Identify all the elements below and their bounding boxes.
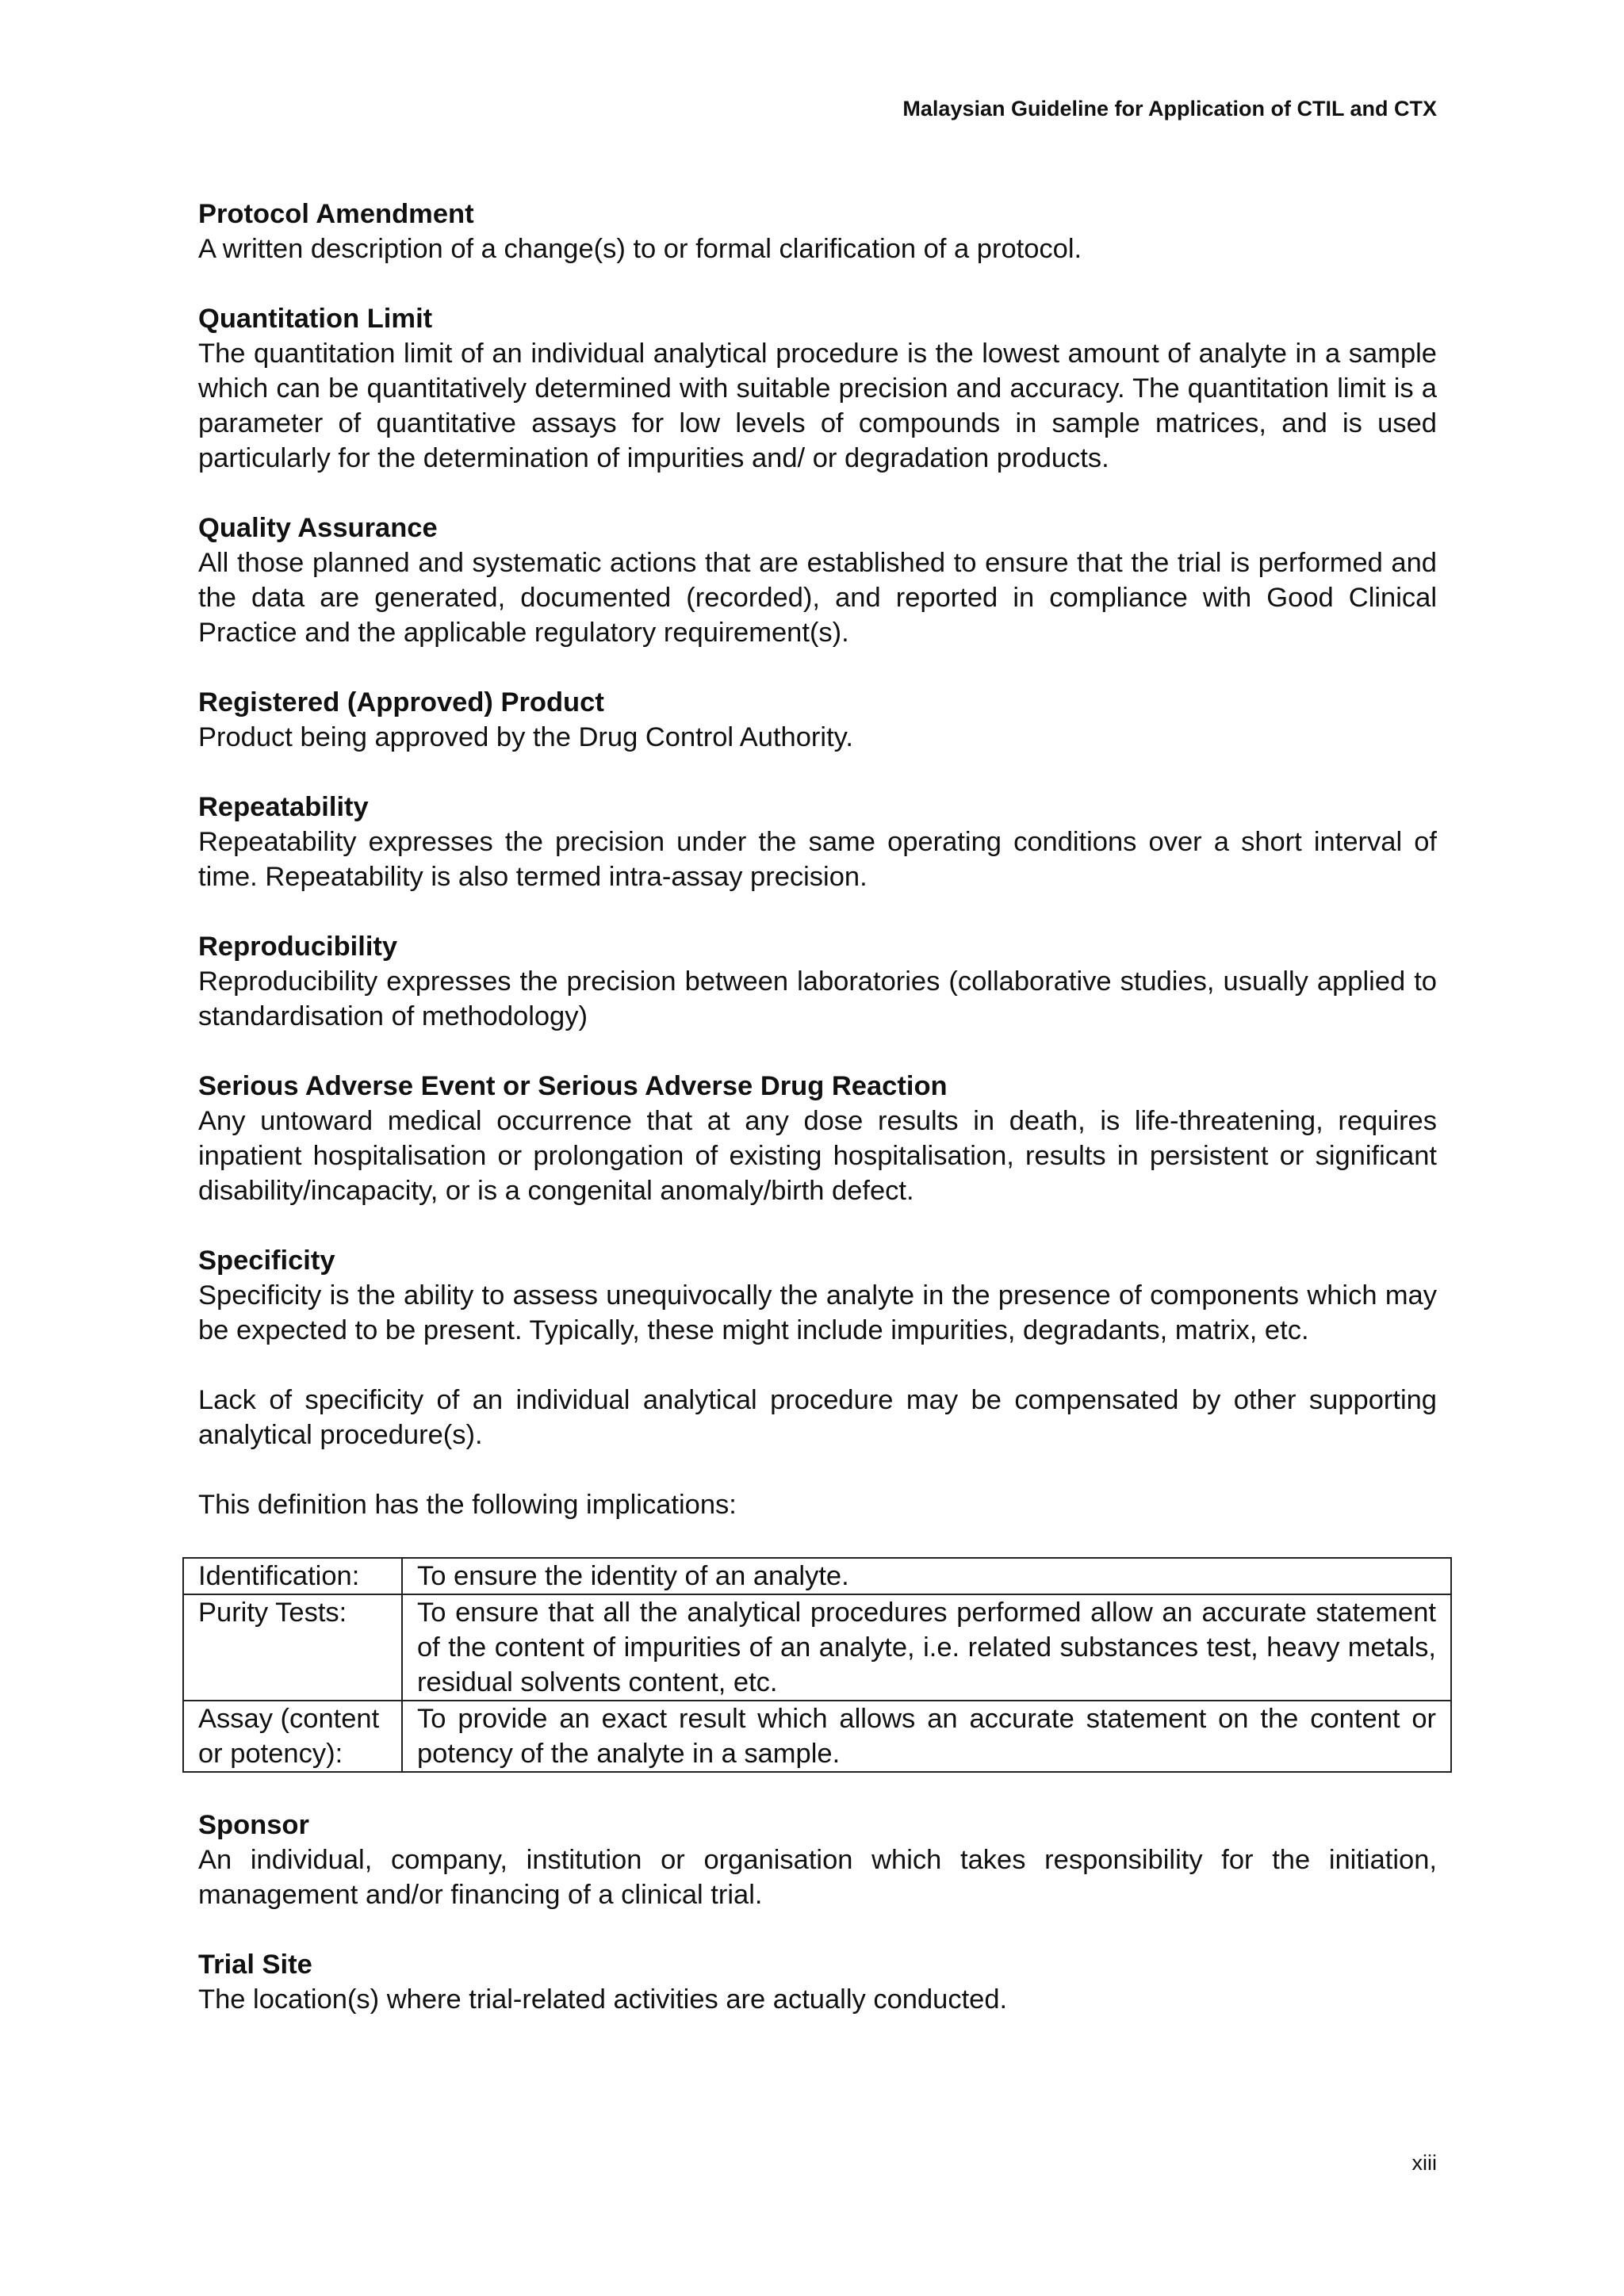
term-heading: Reproducibility [198, 932, 398, 962]
table-cell-description: To provide an exact result which allows an accurate statement on the content or potency of the analyte in a sample. [402, 1701, 1451, 1772]
term-heading: Protocol Amendment [198, 199, 474, 229]
term-heading: Repeatability [198, 792, 369, 822]
glossary-entry-specificity [198, 1243, 1437, 1773]
term-definition: The location(s) where trial-related activities are actually conducted. [198, 1984, 1008, 2015]
table-cell-description: To ensure the identity of an analyte. [402, 1558, 1451, 1594]
term-heading: Registered (Approved) Product [198, 687, 604, 718]
term-definition: Specificity is the ability to assess unequivocally the analyte in the presence of components which may be expected to be present. Typically, these might include impurities, degradants, matrix, etc. [198, 1280, 1437, 1345]
term-definition: Repeatability expresses the precision under the same operating conditions over a short interval of time. Repeatability is also termed intra-assay precision. [198, 827, 1437, 892]
term-definition: Product being approved by the Drug Control Authority. [198, 722, 853, 752]
table-cell-label: Identification: [183, 1558, 402, 1594]
term-definition: The quantitation limit of an individual analytical procedure is the lowest amount of analyte in a sample which can be quantitatively determined with suitable precision and accuracy. The quantitation limit is a parameter of quantitative assays for low levels of compounds in sample matrices, and is used particularly for the determination of impurities and/ or degradation products. [198, 339, 1437, 473]
specificity-paragraph-2: Lack of specificity of an individual analytical procedure may be compensated by other supporting analytical procedure(s). [198, 1385, 1437, 1450]
glossary-entry-trial-site [198, 1947, 1437, 2017]
term-definition: Any untoward medical occurrence that at any dose results in death, is life-threatening, requires inpatient hospitalisation or prolongation of existing hospitalisation, results in persistent or significant disability/incapacity, or is a congenital anomaly/birth defect. [198, 1106, 1437, 1206]
term-heading: Quantitation Limit [198, 304, 433, 334]
page-number: xiii [1411, 2151, 1437, 2175]
table-row [183, 1594, 1451, 1701]
glossary-entry-serious-adverse-event [198, 1069, 1437, 1208]
table-row [183, 1701, 1451, 1772]
glossary-entry-reproducibility [198, 929, 1437, 1034]
specificity-paragraph-3: This definition has the following implications: [198, 1490, 737, 1520]
page-header: Malaysian Guideline for Application of CTIL and CTX [902, 97, 1437, 121]
term-definition: A written description of a change(s) to or formal clarification of a protocol. [198, 234, 1082, 264]
term-heading: Quality Assurance [198, 513, 438, 543]
implications-table-wrapper [198, 1557, 1437, 1773]
term-heading: Sponsor [198, 1810, 309, 1840]
glossary-entry-registered-product [198, 685, 1437, 755]
term-heading: Serious Adverse Event or Serious Adverse Drug Reaction [198, 1071, 948, 1101]
table-row [183, 1558, 1451, 1594]
term-heading: Trial Site [198, 1950, 312, 1980]
glossary-entry-protocol-amendment [198, 197, 1437, 266]
term-definition: An individual, company, institution or organisation which takes responsibility for the initiation, management and/or financing of a clinical trial. [198, 1845, 1437, 1910]
term-definition: Reproducibility expresses the precision between laboratories (collaborative studies, usually applied to standardisation of methodology) [198, 966, 1437, 1031]
term-definition: All those planned and systematic actions that are established to ensure that the trial is performed and the data are generated, documented (recorded), and reported in compliance with Good Clinical Practice and the applicable regulatory requirement(s). [198, 548, 1437, 648]
document-body [198, 197, 1437, 2052]
term-heading: Specificity [198, 1246, 335, 1276]
table-cell-label: Assay (content or potency): [183, 1701, 402, 1772]
glossary-entry-quality-assurance [198, 511, 1437, 650]
implications-table [182, 1557, 1452, 1773]
table-cell-label: Purity Tests: [183, 1594, 402, 1701]
glossary-entry-quantitation-limit [198, 301, 1437, 476]
glossary-entry-repeatability [198, 790, 1437, 894]
table-cell-description: To ensure that all the analytical procedures performed allow an accurate statement of the content of impurities of an analyte, i.e. related substances test, heavy metals, residual solvents content, etc. [402, 1594, 1451, 1701]
glossary-entry-sponsor [198, 1808, 1437, 1912]
